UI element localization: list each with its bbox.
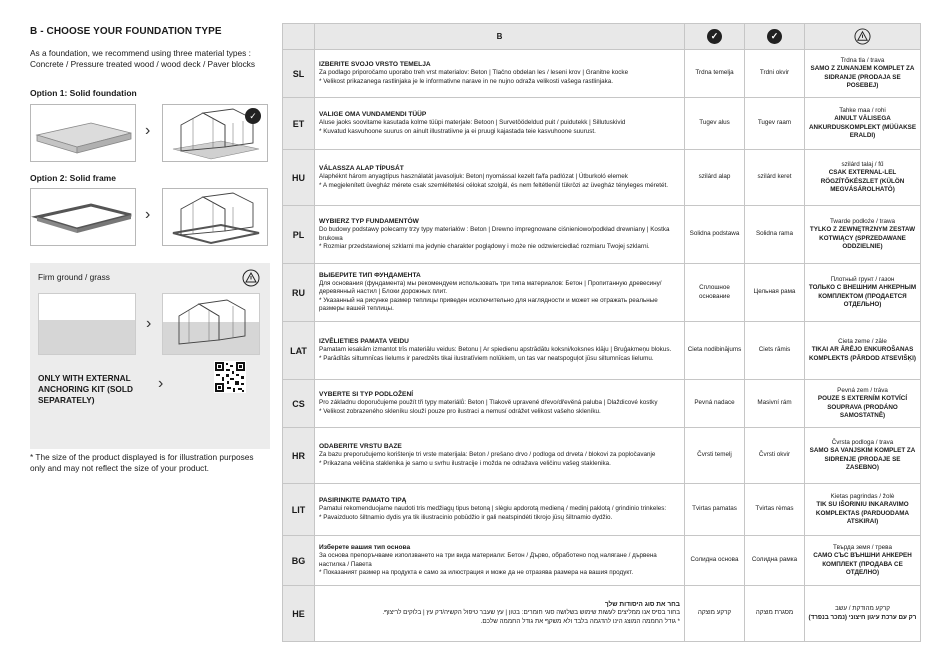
instruction-cell bbox=[315, 484, 685, 536]
check-icon: ✓ bbox=[767, 29, 782, 44]
table-row bbox=[283, 98, 921, 150]
header-corner bbox=[283, 24, 315, 50]
instruction-title: VYBERTE SI TYP PODLOŽENÍ bbox=[319, 391, 414, 399]
solid-frame-cell: Trdni okvir bbox=[745, 50, 805, 98]
solid-foundation-cell: Сплошное основание bbox=[685, 264, 745, 322]
anchoring-kit-text: SAMO Z ZUNANJEM KOMPLET ZA SIDRANJE (PRODAJA SE POSEBEJ) bbox=[810, 65, 915, 89]
anchoring-kit-text: TIKAI AR ĀRĒJO ENKUROŠANAS KOMPLEKTS (PĀRDOD ATSEVIŠĶI) bbox=[808, 346, 917, 362]
instruction-cell bbox=[315, 150, 685, 206]
header-solid-frame bbox=[745, 24, 805, 50]
firm-ground-cell bbox=[805, 586, 921, 642]
solid-foundation-cell: קרקע מוצקה bbox=[685, 586, 745, 642]
language-code: HU bbox=[283, 150, 315, 206]
firm-ground-cell bbox=[805, 150, 921, 206]
anchoring-kit-text: AINULT VÄLISEGA ANKURDUSKOMPLEKT (MÜÜAKSE ERALDI) bbox=[808, 115, 917, 139]
instruction-note: * Показаният размер на продукта е само за илюстрация и може да не отразява размера на вашия продукт. bbox=[319, 568, 634, 576]
instruction-note: * Rozmiar przedstawionej szklarni ma jedynie charakter poglądowy i może nie odzwierciedlać rozmiaru Twojej szklarni. bbox=[319, 242, 650, 250]
table-row bbox=[283, 380, 921, 428]
firm-ground-cell bbox=[805, 536, 921, 586]
anchoring-kit-note: ONLY WITH EXTERNAL ANCHORING KIT (SOLD SEPARATELY) bbox=[38, 373, 133, 405]
instruction-note: * Velikost prikazanega rastlinjaka je le informativne narave in ne nujno odraža velikosti vašega rastlinjaka. bbox=[319, 77, 614, 85]
option-1-label: Option 1: Solid foundation bbox=[30, 88, 137, 98]
instruction-cell bbox=[315, 322, 685, 380]
instruction-note: * Kuvatud kasvuhoone suurus on ainult illustratiivne ja ei pruugi kajastada teie kasvuhoone suurust. bbox=[319, 127, 596, 135]
solid-frame-cell: Цельная рама bbox=[745, 264, 805, 322]
firm-ground-title: Trdna tla / trava bbox=[840, 56, 885, 64]
instruction-title: Изберете вашия тип основа bbox=[319, 543, 411, 551]
language-code: RU bbox=[283, 264, 315, 322]
language-code: ET bbox=[283, 98, 315, 150]
firm-ground-title: Плотный грунт / газон bbox=[830, 275, 895, 283]
instruction-note: * Velikost zobrazeného skleníku slouží pouze pro ilustraci a nemusí odrážet velikost vašeho skleníku. bbox=[319, 407, 601, 415]
instruction-body: Alaphéknt három anyagtípus használatát javasoljuk: Beton| nyomással kezelt fa/fa padlózat | Útburkoló elemek bbox=[319, 173, 628, 181]
instruction-body: Pro základnu doporučujeme použít tři typy materiálů: Beton | Tlakově upravené dřevo/dřevěná paluba | Dlaždicové kostky bbox=[319, 399, 658, 407]
check-icon: ✓ bbox=[707, 29, 722, 44]
firm-ground-cell bbox=[805, 380, 921, 428]
table-row bbox=[283, 50, 921, 98]
instruction-title: IZBERITE SVOJO VRSTO TEMELJA bbox=[319, 61, 431, 69]
instruction-note: * Pavaizduoto šiltnamio dydis yra tik iliustracinio pobūdžio ir gali neatspindėti tikrojo jūsų šiltnamio dydžio. bbox=[319, 513, 613, 521]
grass-sketch bbox=[38, 293, 136, 355]
instruction-note: * Указанный на рисунке размер теплицы приведен исключительно для наглядности и может не отражать реальные размеры вашей теплицы. bbox=[319, 296, 658, 312]
solid-frame-cell: Čvrsti okvir bbox=[745, 428, 805, 484]
table-header-row bbox=[283, 24, 921, 50]
anchoring-kit-text: רק עם ערכת עיגון חיצוני (נמכר בנפרד) bbox=[808, 613, 917, 621]
firm-ground-title: קרקע מהודקת / עשב bbox=[835, 605, 890, 613]
greenhouse-on-ground-sketch bbox=[162, 293, 260, 355]
table-row bbox=[283, 206, 921, 264]
instruction-cell bbox=[315, 264, 685, 322]
solid-frame-cell: Tugev raam bbox=[745, 98, 805, 150]
instruction-cell bbox=[315, 536, 685, 586]
solid-frame-cell: Tvirtas rėmas bbox=[745, 484, 805, 536]
firm-ground-title: Twarde podłoże / trawa bbox=[829, 217, 896, 225]
anchoring-kit-text: TIK SU IŠORINIU INKARAVIMO KOMPLEKTAS (PARDUODAMA ATSKIRAI) bbox=[815, 501, 910, 525]
instruction-body: בחור בסיס אנו ממליצים לעשות שימוש בשלושה סוגי חומרים: בטון | עץ שעבר טיפול הקשיה/דק עץ | בלוקים לריצוף. bbox=[382, 609, 680, 617]
solid-foundation-cell: Cieta nodibinājums bbox=[685, 322, 745, 380]
instruction-note: * Prikazana veličina staklenika je samo u svrhu ilustracije i možda ne odražava veličinu vašeg staklenika. bbox=[319, 459, 611, 467]
solid-frame-cell: Ciets rāmis bbox=[745, 322, 805, 380]
instruction-body: Pamatam iesakām izmantot trīs materiālu veidus: Betonu | Ar spiedienu apstrādātu koksni/koksnes klāju | Bruģakmeņu blokus. bbox=[319, 346, 672, 354]
language-code: CS bbox=[283, 380, 315, 428]
anchoring-kit-text: POUZE S EXTERNÍM KOTVÍCÍ SOUPRAVA (PRODÁNO SAMOSTATNĚ) bbox=[817, 395, 908, 419]
arrow-icon: › bbox=[145, 206, 151, 223]
instruction-cell bbox=[315, 586, 685, 642]
anchoring-kit-text: САМО СЪС ВЪНШНИ АНКЕРЕН КОМПЛЕКТ (ПРОДАВА СЕ ОТДЕЛНО) bbox=[813, 552, 912, 576]
table-row bbox=[283, 484, 921, 536]
check-icon: ✓ bbox=[245, 108, 261, 124]
arrow-icon: › bbox=[145, 122, 151, 139]
instruction-body: Za podlago priporočamo uporabo treh vrst materialov: Beton | Tlačno obdelan les / leseni krov | Granitne kocke bbox=[319, 69, 629, 77]
solid-foundation-cell: Trdna temelja bbox=[685, 50, 745, 98]
arrow-icon: › bbox=[146, 315, 152, 332]
table-row bbox=[283, 264, 921, 322]
anchoring-kit-text: TYLKO Z ZEWNĘTRZNYM ZESTAW KOTWIĄCY (SPRZEDAWANE ODDZIELNIE) bbox=[809, 226, 916, 250]
instruction-body: Za bazu preporučujemo korištenje tri vrste materijala: Beton / prešano drvo / podloga od drveta / blokovi za popločavanje bbox=[319, 451, 656, 459]
instruction-body: За основа препоръчваме използването на три вида материали: Бетон / Дърво, обработено под налягане / дървена настилка / Павета bbox=[319, 552, 657, 568]
section-title: B - CHOOSE YOUR FOUNDATION TYPE bbox=[30, 26, 222, 37]
instruction-body: Для основания (фундамента) мы рекомендуем использовать три типа материалов: Бетон | Пропитанную древесину/деревянный настил | Блоки дорожных плит. bbox=[319, 280, 662, 296]
solid-foundation-cell: Čvrsti temelj bbox=[685, 428, 745, 484]
warning-icon bbox=[854, 28, 871, 45]
instruction-title: ODABERITE VRSTU BAZE bbox=[319, 443, 402, 451]
header-solid-foundation bbox=[685, 24, 745, 50]
firm-ground-title: Kietas pagrindas / žolė bbox=[830, 492, 895, 500]
header-section: B bbox=[315, 24, 685, 50]
solid-foundation-cell: Pevná nadace bbox=[685, 380, 745, 428]
firm-ground-cell bbox=[805, 50, 921, 98]
qr-code[interactable] bbox=[214, 361, 246, 393]
instruction-title: ВЫБЕРИТЕ ТИП ФУНДАМЕНТА bbox=[319, 271, 421, 279]
firm-ground-title: Cieta zeme / zāle bbox=[838, 338, 887, 346]
instruction-body: Do budowy podstawy polecamy trzy typy materiałów : Beton | Drewno impregnowane ciśnieniowo/podkład drewniany | Kostka brukowa bbox=[319, 226, 670, 242]
instruction-cell bbox=[315, 206, 685, 264]
firm-ground-title: Čvrsta podloga / trava bbox=[831, 438, 894, 446]
solid-foundation-sketch bbox=[30, 104, 136, 162]
option-2-label: Option 2: Solid frame bbox=[30, 173, 116, 183]
translation-table bbox=[282, 23, 920, 642]
firm-ground-title: Твърда земя / трева bbox=[833, 543, 892, 551]
instruction-title: WYBIERZ TYP FUNDAMENTÓW bbox=[319, 217, 419, 225]
solid-foundation-cell: Солидна основа bbox=[685, 536, 745, 586]
solid-frame-cell: Solidna rama bbox=[745, 206, 805, 264]
solid-frame-cell: szilárd keret bbox=[745, 150, 805, 206]
language-code: BG bbox=[283, 536, 315, 586]
table-row bbox=[283, 536, 921, 586]
header-firm-ground bbox=[805, 24, 921, 50]
instruction-cell bbox=[315, 380, 685, 428]
instruction-body: Pamatui rekomenduojame naudoti tris medžiagų tipus betoną | slėgiu apdorotą medieną / medinį paklotą / grindinio trinkeles: bbox=[319, 505, 667, 513]
language-code: LIT bbox=[283, 484, 315, 536]
instruction-title: VALIGE OMA VUNDAMENDI TÜÜP bbox=[319, 111, 427, 119]
anchoring-kit-text: CSAK EXTERNAL-LEL RÖGZÍTŐKÉSZLET (KÜLÖN MEGVÁSÁROLHATÓ) bbox=[820, 169, 905, 193]
firm-ground-cell bbox=[805, 206, 921, 264]
firm-ground-cell bbox=[805, 98, 921, 150]
instruction-note: * A megjelenített üvegház mérete csak szemléltetési célokat szolgál, és nem feltétlenül tükrözi az üvegház tényleges méretét. bbox=[319, 181, 668, 189]
instruction-title: בחר את סוג היסודות שלך bbox=[604, 601, 680, 609]
intro-text: As a foundation, we recommend using three material types : Concrete / Pressure treated wood / wood deck / Paver blocks bbox=[30, 48, 256, 69]
solid-frame-cell: מסגרת מוצקה bbox=[745, 586, 805, 642]
instruction-note: * Parādītās siltumnīcas lielums ir paredzēts tikai ilustratīviem nolūkiem, un tas var neatspoguļot jūsu siltumnīcas lielumu. bbox=[319, 354, 654, 362]
language-code: HR bbox=[283, 428, 315, 484]
firm-ground-title: Pevná zem / tráva bbox=[837, 386, 888, 394]
language-code: PL bbox=[283, 206, 315, 264]
firm-ground-cell bbox=[805, 428, 921, 484]
solid-frame-cell: Masivní rám bbox=[745, 380, 805, 428]
solid-foundation-cell: Tugev alus bbox=[685, 98, 745, 150]
table-row bbox=[283, 428, 921, 484]
firm-ground-panel bbox=[30, 263, 270, 449]
firm-ground-title: Tahke maa / rohi bbox=[839, 106, 886, 114]
instruction-title: PASIRINKITE PAMATO TIPĄ bbox=[319, 497, 407, 505]
anchoring-kit-text: SAMO SA VANJSKIM KOMPLET ZA SIDRENJE (PRODAJE SE ZASEBNO) bbox=[809, 447, 916, 471]
left-column bbox=[30, 26, 270, 646]
table-row bbox=[283, 150, 921, 206]
firm-ground-label: Firm ground / grass bbox=[38, 272, 110, 282]
table-row bbox=[283, 322, 921, 380]
firm-ground-cell bbox=[805, 264, 921, 322]
solid-foundation-cell: Tvirtas pamatas bbox=[685, 484, 745, 536]
language-code: LAT bbox=[283, 322, 315, 380]
language-code: SL bbox=[283, 50, 315, 98]
instruction-title: IZVĒLIETIES PAMATA VEIDU bbox=[319, 338, 409, 346]
firm-ground-cell bbox=[805, 322, 921, 380]
solid-frame-sketch bbox=[30, 188, 136, 246]
instruction-title: VÁLASSZA ALAP TÍPUSÁT bbox=[319, 165, 404, 173]
solid-foundation-cell: Solidna podstawa bbox=[685, 206, 745, 264]
firm-ground-cell bbox=[805, 484, 921, 536]
instruction-cell bbox=[315, 428, 685, 484]
firm-ground-title: szilárd talaj / fű bbox=[841, 160, 884, 168]
solid-frame-cell: Солидна рамка bbox=[745, 536, 805, 586]
instruction-cell bbox=[315, 98, 685, 150]
instruction-body: Aluse jaoks soovitame kasutada kolme tüüpi materjale: Betoon | Survetöödeldud puit / puidutekk | Sillutuskivid bbox=[319, 119, 626, 127]
warning-icon bbox=[242, 269, 260, 287]
solid-foundation-cell: szilárd alap bbox=[685, 150, 745, 206]
language-code: HE bbox=[283, 586, 315, 642]
instruction-cell bbox=[315, 50, 685, 98]
table-row bbox=[283, 586, 921, 642]
instruction-note: * גודל החממה המוצג הינו להדגמה בלבד ולא משקף את גודל החממה שלכם. bbox=[480, 617, 680, 625]
greenhouse-on-frame-sketch bbox=[162, 188, 268, 246]
size-disclaimer: * The size of the product displayed is for illustration purposes only and may not reflect the size of your product. bbox=[30, 452, 254, 473]
arrow-icon: › bbox=[158, 375, 164, 392]
anchoring-kit-text: ТОЛЬКО С ВНЕШНИМ АНКЕРНЫМ КОМПЛЕКТОМ (ПРОДАЕТСЯ ОТДЕЛЬНО) bbox=[808, 284, 917, 308]
